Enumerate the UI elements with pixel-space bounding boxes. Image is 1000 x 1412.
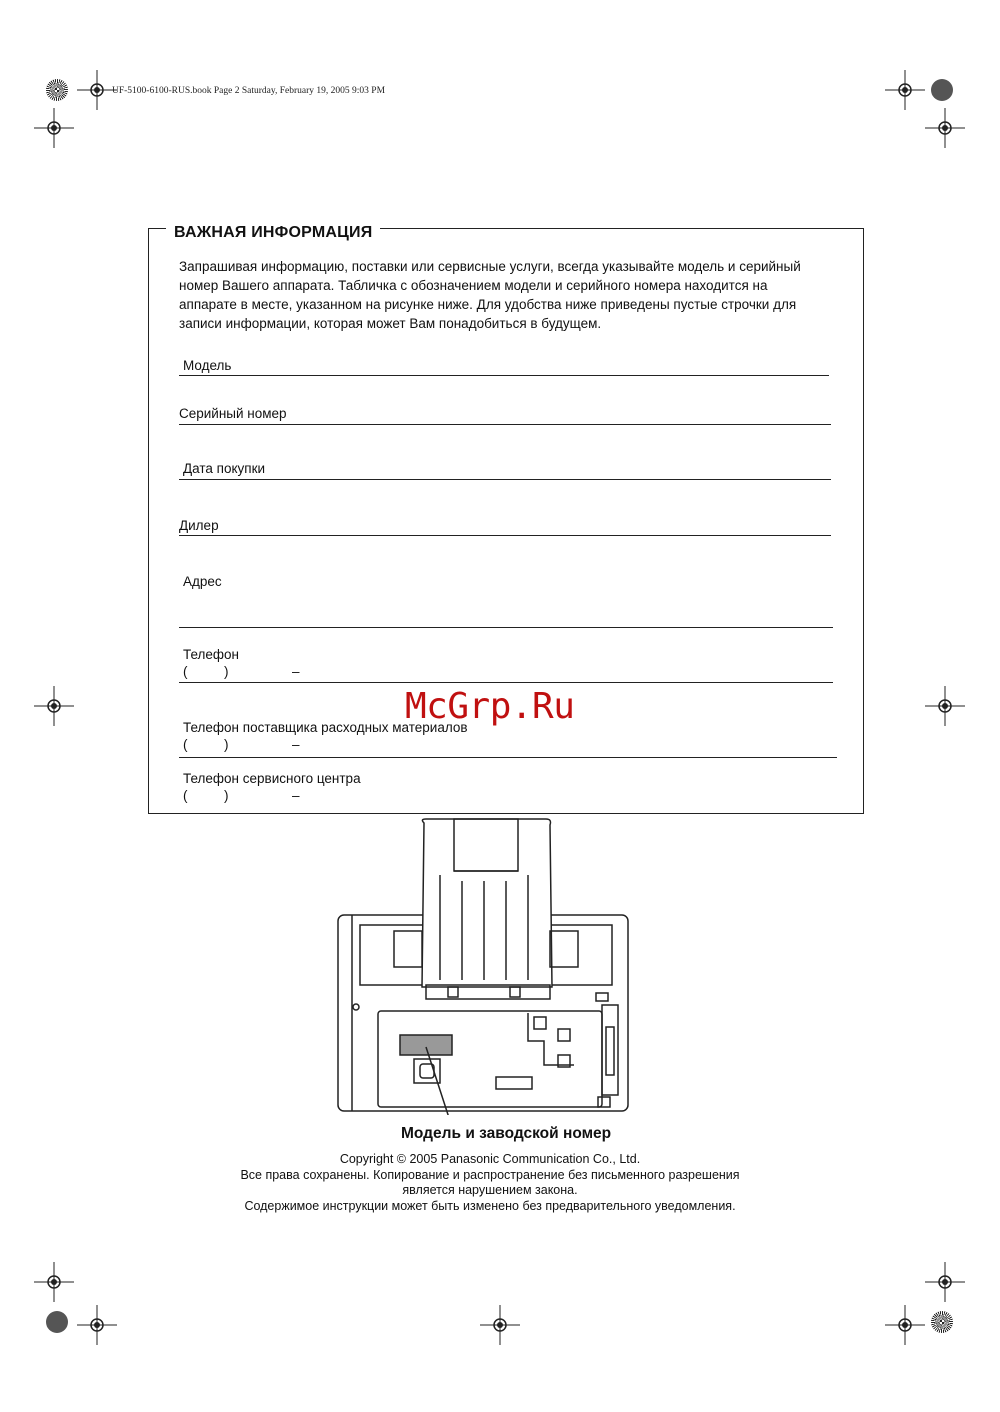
crosshair-icon <box>925 108 965 148</box>
fax-machine-rear-drawing <box>330 815 640 1115</box>
crosshair-icon <box>925 1262 965 1302</box>
dealer-label: Дилер <box>179 518 219 533</box>
phone-dash: – <box>292 788 300 803</box>
intro-line: аппарате в месте, указанном на рисунке ниже. Для удобства ниже приведены пустые строчки для <box>179 297 797 312</box>
registration-rays-icon <box>46 79 68 101</box>
serial-label: Серийный номер <box>179 406 287 421</box>
phone-label: Телефон <box>183 647 240 662</box>
crosshair-icon <box>925 686 965 726</box>
supplies-phone-label: Телефон поставщика расходных материалов <box>183 720 468 735</box>
crosshair-icon <box>34 1262 74 1302</box>
supplies-phone-entry-line[interactable] <box>179 757 837 758</box>
address-label: Адрес <box>183 574 222 589</box>
phone-dash: – <box>292 664 300 679</box>
crosshair-icon <box>77 70 117 110</box>
phone-paren-open: ( <box>183 664 188 679</box>
print-header-line: UF-5100-6100-RUS.book Page 2 Saturday, February 19, 2005 9:03 PM <box>112 86 386 96</box>
crosshair-icon <box>885 1305 925 1345</box>
intro-line: Запрашивая информацию, поставки или сервисные услуги, всегда указывайте модель и серийный <box>179 259 801 274</box>
supplies-phone-format <box>183 737 323 755</box>
phone-paren-open: ( <box>183 737 188 752</box>
crosshair-icon <box>885 70 925 110</box>
copyright-footer <box>200 1152 780 1214</box>
serial-entry-line[interactable] <box>179 424 831 425</box>
intro-paragraph <box>179 257 859 333</box>
intro-line: записи информации, которая может Вам понадобиться в будущем. <box>179 316 602 331</box>
footer-line: Все права сохранены. Копирование и распространение без письменного разрешения <box>240 1167 740 1182</box>
dealer-entry-line[interactable] <box>179 535 831 536</box>
intro-line: номер Вашего аппарата. Табличка с обозначением модели и серийного номера находится на <box>179 278 768 293</box>
crosshair-icon <box>480 1305 520 1345</box>
watermark: McGrp.Ru <box>405 686 575 727</box>
registration-dot-icon <box>46 1311 68 1333</box>
service-phone-label: Телефон сервисного центра <box>183 771 361 786</box>
figure-caption: Модель и заводской номер <box>401 1125 612 1142</box>
model-entry-line[interactable] <box>179 375 829 376</box>
phone-entry-line[interactable] <box>179 682 833 683</box>
registration-dot-icon <box>931 79 953 101</box>
crosshair-icon <box>34 108 74 148</box>
phone-paren-open: ( <box>183 788 188 803</box>
address-entry-line[interactable] <box>179 627 833 628</box>
footer-line: Содержимое инструкции может быть изменено без предварительного уведомления. <box>244 1198 736 1213</box>
phone-dash: – <box>292 737 300 752</box>
phone-paren-close: ) <box>224 664 229 679</box>
footer-line: Copyright © 2005 Panasonic Communication Co., Ltd. <box>339 1152 641 1166</box>
phone-paren-close: ) <box>224 737 229 752</box>
purchase-date-entry-line[interactable] <box>179 479 831 480</box>
phone-format <box>183 664 323 682</box>
purchase-date-label: Дата покупки <box>183 461 266 476</box>
service-phone-format <box>183 788 323 806</box>
footer-line: является нарушением закона. <box>402 1183 578 1197</box>
crosshair-icon <box>77 1305 117 1345</box>
phone-paren-close: ) <box>224 788 229 803</box>
crosshair-icon <box>34 686 74 726</box>
model-label: Модель <box>183 358 232 373</box>
device-rear-illustration <box>330 815 640 1120</box>
registration-rays-icon <box>931 1311 953 1333</box>
important-info-title: ВАЖНАЯ ИНФОРМАЦИЯ <box>166 224 380 242</box>
